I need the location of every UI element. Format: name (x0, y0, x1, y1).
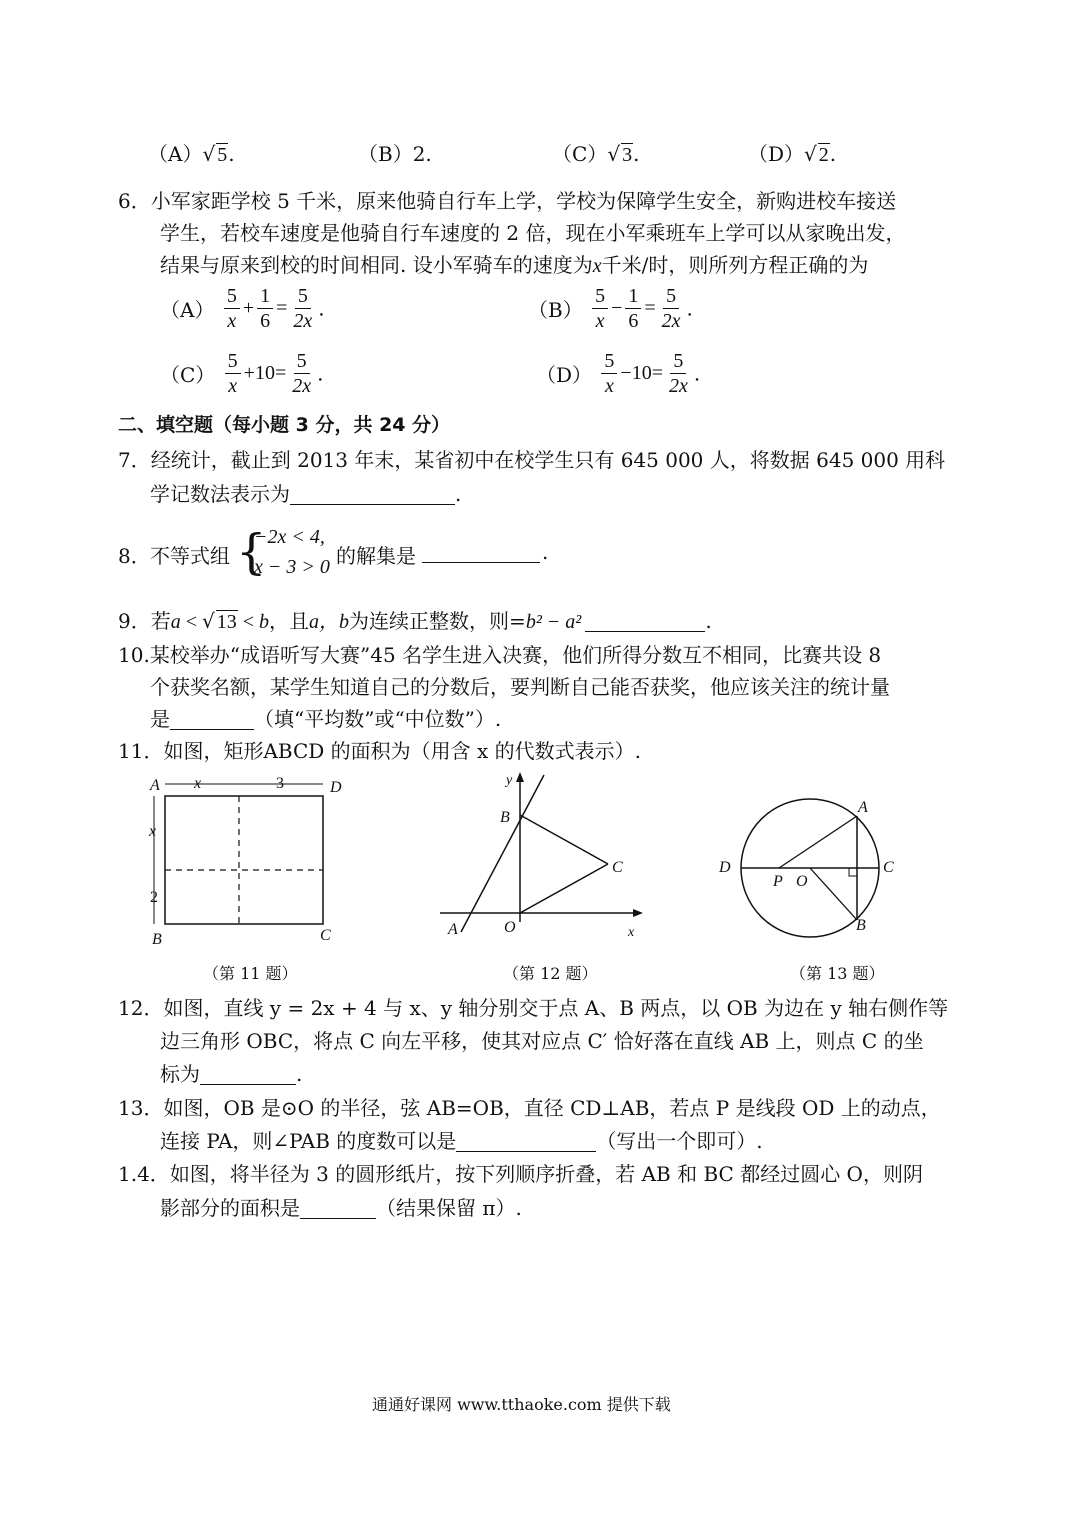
q6-option-d: （D） $\frac{5}{x}$ −10= $\frac{5}{2x}$ . (536, 350, 701, 397)
q5-option-b: （B）2. (358, 142, 432, 166)
q7-line1: 7．经统计，截止到 2013 年末，某省初中在校学生只有 645 000 人，将数据 645 000 用科 (118, 448, 946, 472)
q7-answer-blank[interactable] (290, 484, 455, 505)
fig13-label-o: O (796, 873, 808, 890)
figure-11-rectangle (140, 770, 350, 950)
fig13-label-c: C (883, 859, 894, 876)
q12-line3: 标为 . (160, 1062, 303, 1086)
q6-option-a: （A） $\frac{5}{x}$ + $\frac{1}{6}$ = $\frac{5}{2x}$ . (160, 285, 325, 332)
fig13-label-a: A (858, 799, 868, 816)
q14-answer-blank[interactable] (300, 1198, 376, 1219)
fig11-label-2: 2 (150, 889, 158, 906)
figure-13-circle (715, 790, 905, 940)
fig12-label-c: C (612, 859, 623, 876)
q14-line2: 影部分的面积是 （结果保留 π）. (160, 1196, 522, 1220)
q10-line2: 个获奖名额，某学生知道自己的分数后，要判断自己能否获奖，他应该关注的统计量 (150, 675, 890, 699)
fig13-label-p: P (773, 873, 783, 890)
q8-brace: { (236, 524, 267, 580)
q8-answer-blank[interactable] (422, 542, 540, 563)
q14-line1: 1.4．如图，将半径为 3 的圆形纸片，按下列顺序折叠，若 AB 和 BC 都经过圆心 O，则阴 (118, 1162, 923, 1186)
q6-line2: 学生，若校车速度是他骑自行车速度的 2 倍，现在小军乘班车上学可以从家晚出发， (160, 221, 906, 245)
q6-option-b: （B） $\frac{5}{x}$ − $\frac{1}{6}$ = $\frac{5}{2x}$ . (528, 285, 693, 332)
q12-answer-blank[interactable] (200, 1064, 296, 1085)
q5-option-d: （D）√ 2. (748, 142, 837, 166)
fig12-label-o: O (504, 919, 516, 936)
q5-option-c: （C）√ 3. (552, 142, 640, 166)
figure-11-caption: （第 11 题） (203, 964, 298, 983)
figure-12-caption: （第 12 题） (503, 964, 598, 983)
fig12-label-a: A (448, 921, 458, 938)
fig12-label-b: B (500, 809, 510, 826)
q10-line3: 是 （填“平均数”或“中位数”）. (150, 707, 502, 731)
fig11-label-x-left: x (149, 823, 157, 840)
q13-answer-blank[interactable] (456, 1131, 596, 1152)
q6-line1: 6．小军家距学校 5 千米，原来他骑自行车上学，学校为保障学生安全，新购进校车接送 (118, 189, 897, 213)
fig11-label-b: B (152, 931, 162, 948)
fig12-label-y: y (506, 773, 513, 788)
figure-12-coordinate-plot (440, 770, 650, 945)
figure-13-caption: （第 13 题） (790, 964, 885, 983)
fig11-label-x-top: x (194, 775, 202, 792)
section-2-title: 二、填空题（每小题 3 分，共 24 分） (118, 414, 451, 436)
fig11-label-3: 3 (276, 775, 284, 792)
q13-line2: 连接 PA，则∠PAB 的度数可以是 （写出一个即可）. (160, 1129, 763, 1153)
q9-line: 9．若a < √ 13 < b，且a，b为连续正整数，则=b² − a² . (118, 609, 712, 633)
fig13-label-b: B (856, 917, 866, 934)
q6-option-c: （C） $\frac{5}{x}$ +10= $\frac{5}{2x}$ . (160, 350, 324, 397)
q13-line1: 13．如图，OB 是⊙O 的半径，弦 AB=OB，直径 CD⊥AB，若点 P 是线段 OD 上的动点， (118, 1096, 941, 1120)
q7-line2: 学记数法表示为 . (150, 482, 462, 506)
q6-line3: 结果与原来到校的时间相同. 设小军骑车的速度为x千米/时，则所列方程正确的为 (160, 253, 869, 277)
page-footer: 通通好课网 www.tthaoke.com 提供下载 (372, 1395, 671, 1414)
q10-line1: 10.某校举办“成语听写大赛”45 名学生进入决赛，他们所得分数互不相同，比赛共设 8 (118, 643, 882, 667)
fig11-label-c: C (320, 927, 331, 944)
q11-line: 11．如图，矩形ABCD 的面积为（用含 x 的代数式表示）. (118, 739, 642, 763)
q12-line2: 边三角形 OBC，将点 C 向左平移，使其对应点 C′ 恰好落在直线 AB 上，则点 C 的坐 (160, 1029, 924, 1053)
fig12-label-x: x (628, 925, 635, 940)
q10-answer-blank[interactable] (170, 709, 254, 730)
q12-line1: 12．如图，直线 y = 2x + 4 与 x、y 轴分别交于点 A、B 两点，以 OB 为边在 y 轴右侧作等 (118, 996, 949, 1020)
fig11-label-d: D (330, 779, 342, 796)
fig13-label-d: D (719, 859, 731, 876)
fig11-label-a: A (150, 777, 160, 794)
q9-answer-blank[interactable] (585, 611, 705, 632)
q5-option-a: （A）√ 5. (148, 142, 235, 166)
